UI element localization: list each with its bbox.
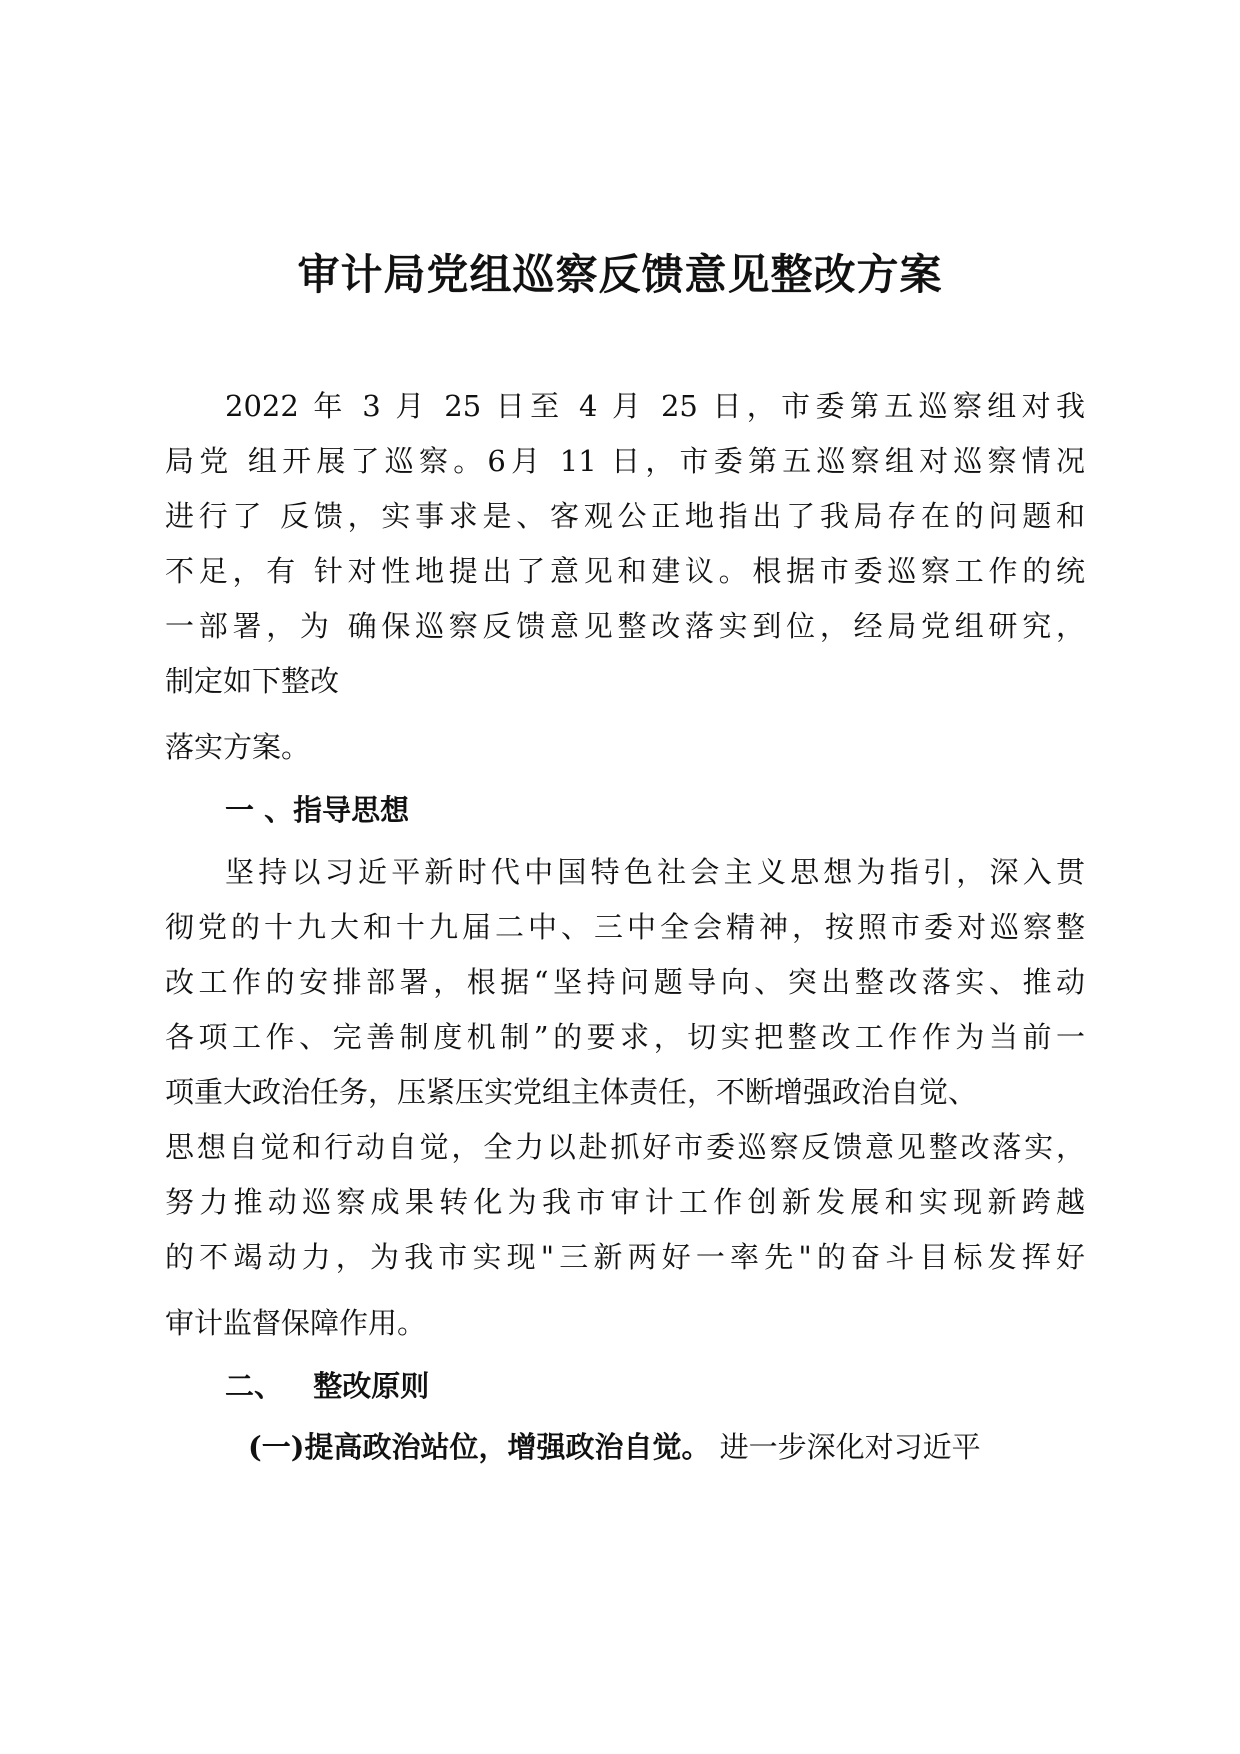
intro-line-3: 进行了 反馈，实事求是、客观公正地指出了我局存在的问题和 [165, 499, 1085, 533]
subsection-1 [248, 1427, 1068, 1467]
section-1-line-4: 各项工作、完善制度机制”的要求，切实把整改工作作为当前一 [165, 1020, 1085, 1054]
section-1-heading: 一 、指导思想 [225, 793, 410, 827]
subsection-1-text: 进一步深化对习近平 [710, 1430, 981, 1464]
document-title: 审计局党组巡察反馈意见整改方案 [297, 250, 943, 299]
section-1-line-1: 坚持以习近平新时代中国特色社会主义思想为指引，深入贯 [225, 855, 1085, 889]
section-2-heading: 二、 整改原则 [225, 1369, 430, 1403]
section-1-line-6: 思想自觉和行动自觉，全力以赴抓好市委巡察反馈意见整改落实， [165, 1130, 1085, 1164]
section-1-line-2: 彻党的十九大和十九届二中、三中全会精神，按照市委对巡察整 [165, 910, 1085, 944]
intro-line-7: 落实方案。 [165, 730, 311, 764]
subsection-1-heading: (一)提高政治站位，增强政治自觉。 [248, 1430, 711, 1464]
intro-line-6: 制定如下整改 [165, 664, 340, 698]
intro-line-1: 2022 年 3 月 25 日至 4 月 25 日，市委第五巡察组对我 [225, 389, 1085, 423]
section-1-line-3: 改工作的安排部署，根据“坚持问题导向、突出整改落实、推动 [165, 965, 1085, 999]
section-1-line-7: 努力推动巡察成果转化为我市审计工作创新发展和实现新跨越 [165, 1185, 1085, 1219]
section-1-line-9: 审计监督保障作用。 [165, 1306, 427, 1340]
intro-line-5: 一部署，为 确保巡察反馈意见整改落实到位，经局党组研究， [165, 609, 1085, 643]
section-1-line-5: 项重大政治任务，压紧压实党组主体责任，不断增强政治自觉、 [165, 1075, 978, 1109]
section-1-line-8: 的不竭动力，为我市实现"三新两好一率先"的奋斗目标发挥好 [165, 1240, 1085, 1274]
intro-line-2: 局党 组开展了巡察。6月 11 日，市委第五巡察组对巡察情况 [165, 444, 1085, 478]
intro-line-4: 不足，有 针对性地提出了意见和建议。根据市委巡察工作的统 [165, 554, 1085, 588]
